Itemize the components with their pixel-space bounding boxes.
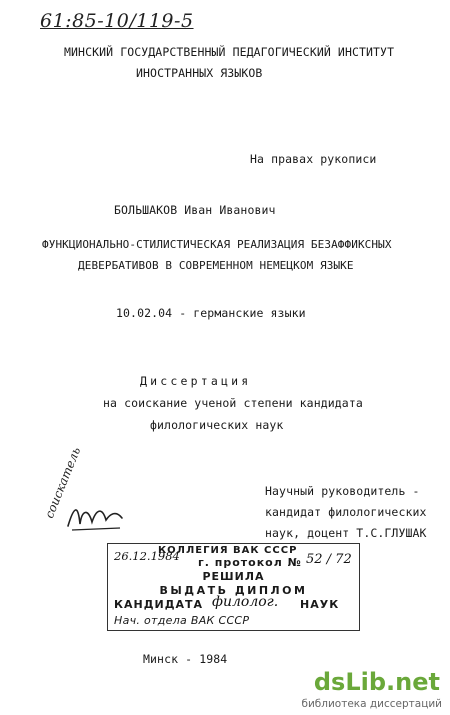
dissertation-title-line2: ДЕВЕРБАТИВОВ В СОВРЕМЕННОМ НЕМЕЦКОМ ЯЗЫКЕ xyxy=(78,259,354,272)
watermark-brand xyxy=(301,668,450,715)
stamp-sciences: НАУК xyxy=(300,598,340,611)
stamp-department: Нач. отдела ВАК СССР xyxy=(114,614,250,627)
work-type-field: филологических наук xyxy=(150,418,284,432)
stamp-college: КОЛЛЕГИЯ ВАК СССР xyxy=(158,545,298,556)
stamp-protocol-number: 52 / 72 xyxy=(306,552,352,567)
supervisor-line3: наук, доцент Т.С.ГЛУШАК xyxy=(265,526,427,540)
stamp-decided: РЕШИЛА xyxy=(202,570,265,583)
stamp-date: 26.12.1984 xyxy=(114,549,180,563)
work-type-heading: Диссертация xyxy=(140,374,252,388)
vak-approval-stamp xyxy=(107,543,360,631)
manuscript-rights-note: На правах рукописи xyxy=(250,152,377,166)
author-name: БОЛЬШАКОВ Иван Иванович xyxy=(114,203,276,217)
stamp-field: филолог. xyxy=(212,594,279,610)
applicant-note: соискатель xyxy=(42,445,84,521)
institute-name-line2: ИНОСТРАННЫХ ЯЗЫКОВ xyxy=(136,66,263,80)
city-year: Минск - 1984 xyxy=(143,652,228,666)
work-type-degree: на соискание ученой степени кандидата xyxy=(103,396,363,410)
catalog-number: 61:85-10/119-5 xyxy=(40,10,194,32)
applicant-signature xyxy=(66,500,126,534)
watermark-logo: dsLib.net xyxy=(313,668,440,696)
watermark-tagline: библиотека диссертаций xyxy=(301,698,442,710)
specialty-code: 10.02.04 - германские языки xyxy=(116,306,306,320)
institute-name-line1: МИНСКИЙ ГОСУДАРСТВЕННЫЙ ПЕДАГОГИЧЕСКИЙ ИНСТИТУТ xyxy=(64,45,395,59)
stamp-protocol-prefix: г. протокол № xyxy=(198,556,302,569)
stamp-candidate: КАНДИДАТА xyxy=(114,598,204,611)
supervisor-line2: кандидат филологических xyxy=(265,505,427,519)
stamp-grant-diploma: ВЫДАТЬ ДИПЛОМ xyxy=(159,584,308,597)
supervisor-line1: Научный руководитель - xyxy=(265,484,420,498)
dissertation-title-line1: ФУНКЦИОНАЛЬНО-СТИЛИСТИЧЕСКАЯ РЕАЛИЗАЦИЯ БЕЗАФФИКСНЫХ xyxy=(42,238,392,251)
